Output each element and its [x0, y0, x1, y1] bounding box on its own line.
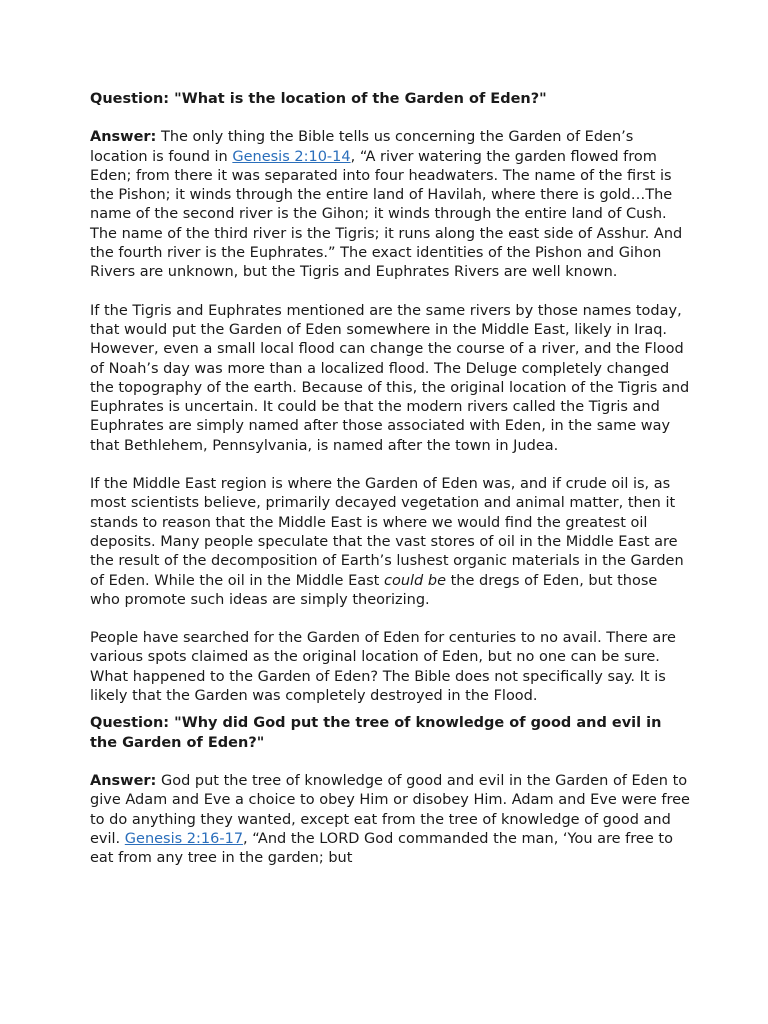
- question-1-heading: Question: "What is the location of the Garden of Eden?": [90, 91, 547, 107]
- emphasis-could-be: could be: [383, 572, 446, 589]
- answer-1-paragraph-4: People have searched for the Garden of Eden for centuries to no avail. There are various spots claimed as the original location of Eden, but no one can be sure. What happened to the Garden of Eden? The Bible does not specifically say. It is likely that the Garden was completely destroyed in the Flood.: [90, 630, 676, 705]
- answer-1-text-start: The only thing the Bible tells us concerning the Garden of Eden’s location is found in: [90, 129, 634, 165]
- document-page: [90, 90, 690, 887]
- paragraph-3-text-start: If the Middle East region is where the Garden of Eden was, and if crude oil is, as most scientists believe, primarily decayed vegetation and animal matter, then it stands to reason that the Middle East is where we would find the greatest oil deposits. Many people speculate that the vast stores of oil in the Middle East are the result of the decomposition of Earth’s lushest organic materials in the Garden of Eden. While the oil in the Middle East: [90, 476, 684, 589]
- answer-2-text-end: , “And the LORD God commanded the man, ‘You are free to eat from any tree in the garden; but: [90, 830, 673, 867]
- answer-1-paragraph-2: If the Tigris and Euphrates mentioned are the same rivers by those names today, that would put the Garden of Eden somewhere in the Middle East, likely in Iraq. However, even a small local flood can change the course of a river, and the Flood of Noah’s day was more than a localized flood. The Deluge completely changed the topography of the earth. Because of this, the original location of the Tigris and Euphrates is uncertain. It could be that the modern rivers called the Tigris and Euphrates are simply named after those associated with Eden, in the same way that Bethlehem, Pennsylvania, is named after the town in Judea.: [90, 302, 690, 454]
- genesis-2-10-14-link[interactable]: Genesis 2:10-14: [232, 148, 351, 165]
- answer-label: Answer:: [90, 129, 157, 146]
- answer-label: Answer:: [90, 772, 157, 789]
- answer-1-text-end: , “A river watering the garden flowed from Eden; from there it was separated into four headwaters. The name of the first is the Pishon; it winds through the entire land of Havilah, where there is gold…The name of the second river is the Gihon; it winds through the entire land of Cush. The name of the third river is the Tigris; it runs along the east side of Asshur. And the fourth river is the Euphrates.” The exact identities of the Pishon and Gihon Rivers are unknown, but the Tigris and Euphrates Rivers are well known.: [90, 148, 683, 281]
- answer-2-text-start: God put the tree of knowledge of good and evil in the Garden of Eden to give Adam and Eve a choice to obey Him or disobey Him. Adam and Eve were free to do anything they wanted, except eat from the tree of knowledge of good and evil.: [90, 772, 690, 847]
- question-2-heading: Question: "Why did God put the tree of knowledge of good and evil in the Garden of Eden?": [90, 715, 662, 751]
- genesis-2-16-17-link[interactable]: Genesis 2:16-17: [124, 830, 244, 847]
- answer-1-paragraph-3: [90, 475, 690, 610]
- paragraph-3-text-end: the dregs of Eden, but those who promote such ideas are simply theorizing.: [90, 572, 658, 608]
- answer-1-paragraph-1: [90, 128, 690, 282]
- answer-2-paragraph-1: [90, 772, 690, 868]
